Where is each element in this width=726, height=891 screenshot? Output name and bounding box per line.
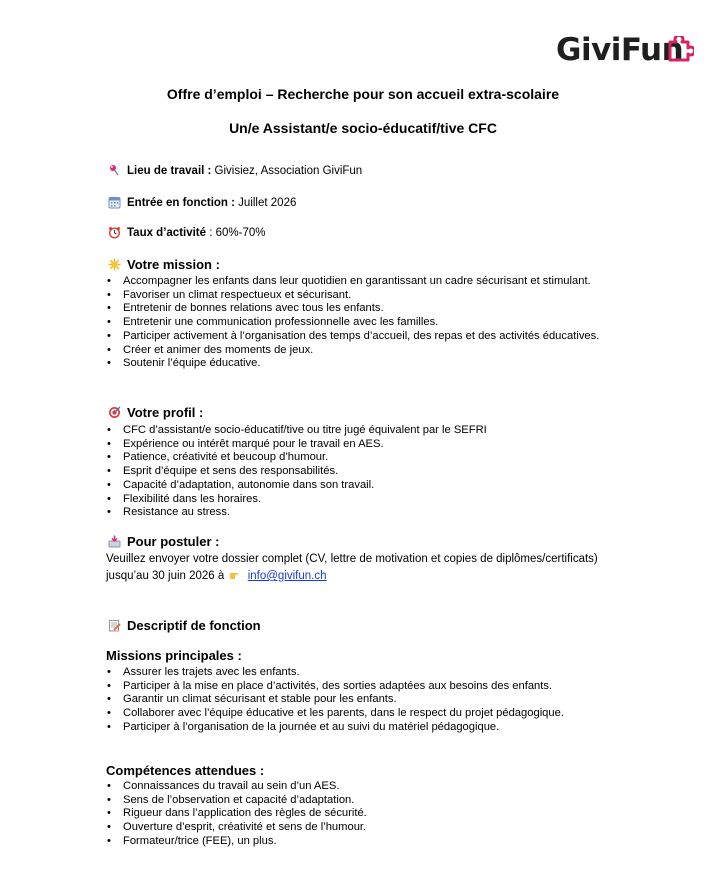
- inbox-icon: [108, 535, 121, 548]
- list-item: • Flexibilité dans les horaires.: [106, 493, 487, 507]
- calendar-icon: [108, 196, 121, 209]
- descriptif-heading: [108, 618, 261, 633]
- postuler-line1: Veuillez envoyer votre dossier complet (CV, lettre de motivation et copies de diplômes/certificats): [106, 553, 598, 565]
- info-lieu-label: Lieu de travail :: [127, 164, 212, 177]
- profil-heading-text: Votre profil :: [127, 405, 204, 420]
- mission-heading: [108, 257, 220, 272]
- list-item: • Ouverture d’esprit, créativité et sens de l’humour.: [106, 821, 367, 835]
- competences-list: [106, 780, 367, 849]
- pointing-hand-icon: [229, 569, 242, 580]
- list-item: • Resistance au stress.: [106, 506, 487, 520]
- list-item: • Collaborer avec l’équipe éducative et les parents, dans le respect du projet pédagogique.: [106, 707, 564, 721]
- list-item: • Patience, créativité et beucoup d’humour.: [106, 451, 487, 465]
- memo-icon: [108, 619, 121, 632]
- profil-list: [106, 424, 487, 520]
- info-taux: [108, 226, 266, 239]
- postuler-text: [106, 551, 666, 585]
- list-item: • Rigueur dans l’application des règles de sécurité.: [106, 807, 367, 821]
- list-item: • Favoriser un climat respectueux et sécurisant.: [106, 289, 599, 303]
- list-item: • Sens de l’observation et capacité d’adaptation.: [106, 794, 367, 808]
- info-lieu-value: Givisiez, Association GiviFun: [211, 164, 363, 177]
- missions-principales-list: [106, 666, 564, 735]
- list-item: • Capacité d’adaptation, autonomie dans son travail.: [106, 479, 487, 493]
- target-icon: [108, 406, 121, 419]
- info-taux-value: : 60%-70%: [206, 226, 266, 239]
- list-item: • Connaissances du travail au sein d’un AES.: [106, 780, 367, 794]
- list-item: • Entretenir de bonnes relations avec tous les enfants.: [106, 302, 599, 316]
- job-title: Un/e Assistant/e socio-éducatif/tive CFC: [229, 120, 497, 136]
- postuler-heading-text: Pour postuler :: [127, 534, 220, 549]
- alarm-clock-icon: [108, 226, 121, 239]
- list-item: • Garantir un climat sécurisant et stable pour les enfants.: [106, 693, 564, 707]
- list-item: • Expérience ou intérêt marqué pour le travail en AES.: [106, 438, 487, 452]
- list-item: • Créer et animer des moments de jeux.: [106, 344, 599, 358]
- list-item: • Soutenir l’équipe éducative.: [106, 357, 599, 371]
- list-item: • Participer à l’organisation de la journée et au suivi du matériel pédagogique.: [106, 721, 564, 735]
- logo-text: GiviFun: [556, 32, 684, 68]
- sun-icon: [108, 258, 121, 271]
- descriptif-heading-text: Descriptif de fonction: [127, 618, 261, 633]
- givifun-logo: [556, 30, 696, 74]
- list-item: • Assurer les trajets avec les enfants.: [106, 666, 564, 680]
- info-entree-label: Entrée en fonction :: [127, 196, 235, 209]
- postuler-deadline: jusqu’au 30 juin 2026 à: [106, 570, 228, 582]
- profil-heading: [108, 405, 203, 420]
- list-item: • Participer activement à l’organisation des temps d’accueil, des repas et des activités éducatives.: [106, 330, 599, 344]
- postuler-line2: [106, 568, 666, 585]
- info-taux-label: Taux d’activité: [127, 226, 207, 239]
- list-item: • Participer à la mise en place d’activités, des sorties adaptées aux besoins des enfants.: [106, 680, 564, 694]
- competences-heading: Compétences attendues :: [106, 763, 265, 778]
- postuler-heading: [108, 534, 219, 549]
- pin-icon: [108, 164, 121, 177]
- missions-principales-heading: Missions principales :: [106, 648, 242, 663]
- puzzle-piece-icon: [666, 36, 694, 64]
- list-item: • CFC d’assistant/e socio-éducatif/tive ou titre jugé équivalent par le SEFRI: [106, 424, 487, 438]
- page-title: Offre d’emploi – Recherche pour son accueil extra-scolaire: [166, 86, 560, 102]
- email-link[interactable]: info@givifun.ch: [247, 570, 327, 582]
- mission-list: [106, 275, 599, 371]
- info-entree: [108, 196, 296, 209]
- list-item: • Formateur/trice (FEE), un plus.: [106, 835, 367, 849]
- list-item: • Accompagner les enfants dans leur quotidien en garantissant un cadre sécurisant et stimulant.: [106, 275, 599, 289]
- mission-heading-text: Votre mission :: [127, 257, 220, 272]
- list-item: • Esprit d’équipe et sens des responsabilités.: [106, 465, 487, 479]
- list-item: • Entretenir une communication professionnelle avec les familles.: [106, 316, 599, 330]
- info-entree-value: Juillet 2026: [234, 196, 297, 209]
- info-lieu: [108, 164, 362, 177]
